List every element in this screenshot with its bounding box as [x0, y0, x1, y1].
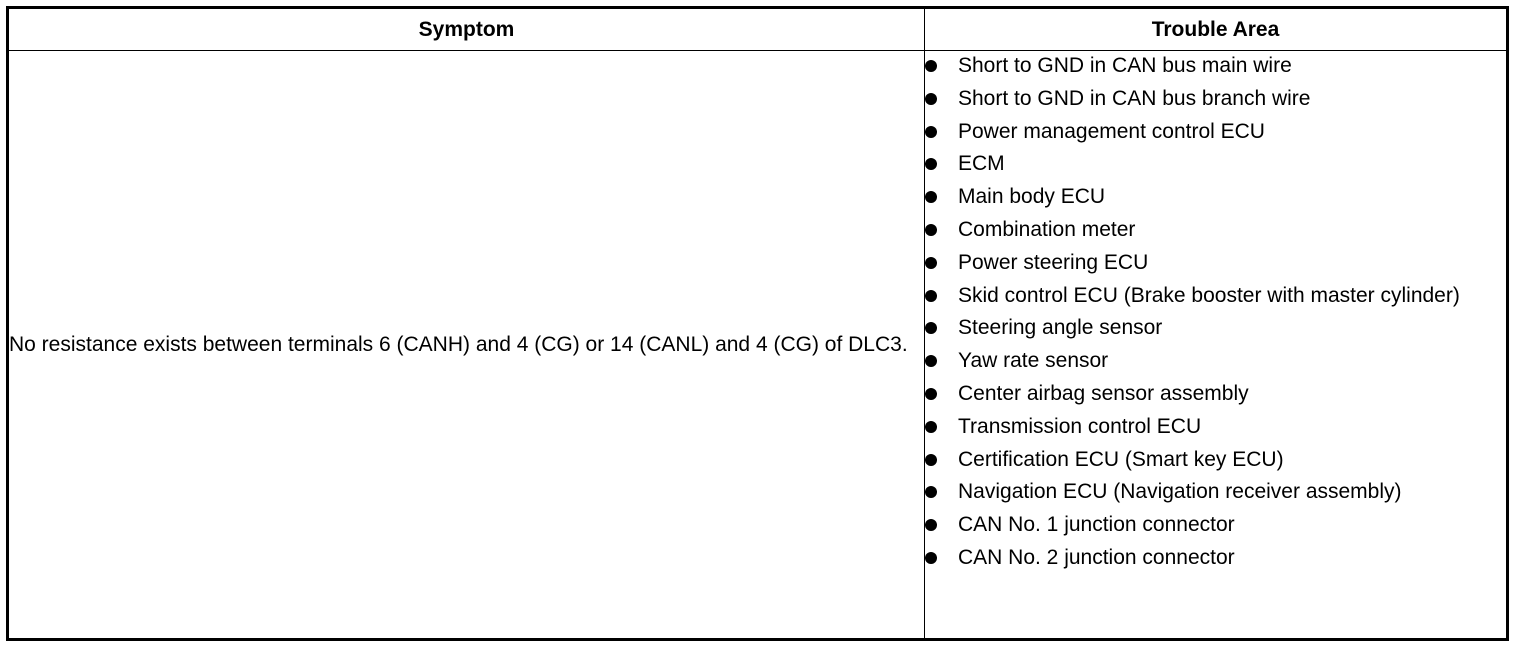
list-item — [925, 543, 1506, 572]
list-item-text: Navigation ECU (Navigation receiver assembly) — [958, 480, 1402, 504]
symptom-table — [6, 6, 1509, 641]
symptom-header: Symptom — [8, 8, 925, 51]
list-item — [925, 215, 1506, 244]
bullet-icon — [925, 126, 937, 138]
bullet-icon — [925, 454, 937, 466]
bullet-icon — [925, 552, 937, 564]
list-item-text: Combination meter — [958, 217, 1136, 241]
bullet-icon — [925, 388, 937, 400]
table-row — [8, 51, 1508, 640]
list-item-text: Power management control ECU — [958, 119, 1265, 143]
list-item-text: Certification ECU (Smart key ECU) — [958, 447, 1284, 471]
list-item — [925, 248, 1506, 277]
bullet-icon — [925, 257, 937, 269]
list-item — [925, 346, 1506, 375]
list-item-text: Transmission control ECU — [958, 414, 1202, 438]
list-item-text: Steering angle sensor — [958, 316, 1163, 340]
list-item — [925, 281, 1506, 310]
list-item — [925, 510, 1506, 539]
list-item-text: Yaw rate sensor — [958, 349, 1109, 373]
bullet-icon — [925, 60, 937, 72]
list-item-text: Center airbag sensor assembly — [958, 381, 1249, 405]
list-item-text: Short to GND in CAN bus branch wire — [958, 86, 1311, 110]
bullet-icon — [925, 290, 937, 302]
list-item — [925, 117, 1506, 146]
trouble-area-list — [925, 51, 1506, 572]
list-item — [925, 412, 1506, 441]
bullet-icon — [925, 486, 937, 498]
list-item — [925, 477, 1506, 506]
list-item-text: Main body ECU — [958, 185, 1106, 209]
list-item-text: CAN No. 1 junction connector — [958, 513, 1235, 537]
bullet-icon — [925, 519, 937, 531]
list-item — [925, 84, 1506, 113]
bullet-icon — [925, 191, 937, 203]
list-item-text: Skid control ECU (Brake booster with master cylinder) — [958, 283, 1460, 307]
list-item — [925, 313, 1506, 342]
trouble-area-header: Trouble Area — [925, 8, 1508, 51]
list-item — [925, 149, 1506, 178]
list-item-text: Short to GND in CAN bus main wire — [958, 54, 1292, 77]
trouble-area-cell — [925, 51, 1508, 640]
bullet-icon — [925, 93, 937, 105]
header-row — [8, 8, 1508, 51]
list-item-text: ECM — [958, 152, 1005, 176]
list-item — [925, 445, 1506, 474]
bullet-icon — [925, 421, 937, 433]
list-item — [925, 51, 1506, 80]
bullet-icon — [925, 355, 937, 367]
symptom-cell: No resistance exists between terminals 6 (CANH) and 4 (CG) or 14 (CANL) and 4 (CG) of DLC3. — [8, 51, 925, 640]
bullet-icon — [925, 158, 937, 170]
list-item — [925, 379, 1506, 408]
list-item — [925, 182, 1506, 211]
bullet-icon — [925, 322, 937, 334]
list-item-text: Power steering ECU — [958, 250, 1149, 274]
list-item-text: CAN No. 2 junction connector — [958, 545, 1235, 569]
bullet-icon — [925, 224, 937, 236]
